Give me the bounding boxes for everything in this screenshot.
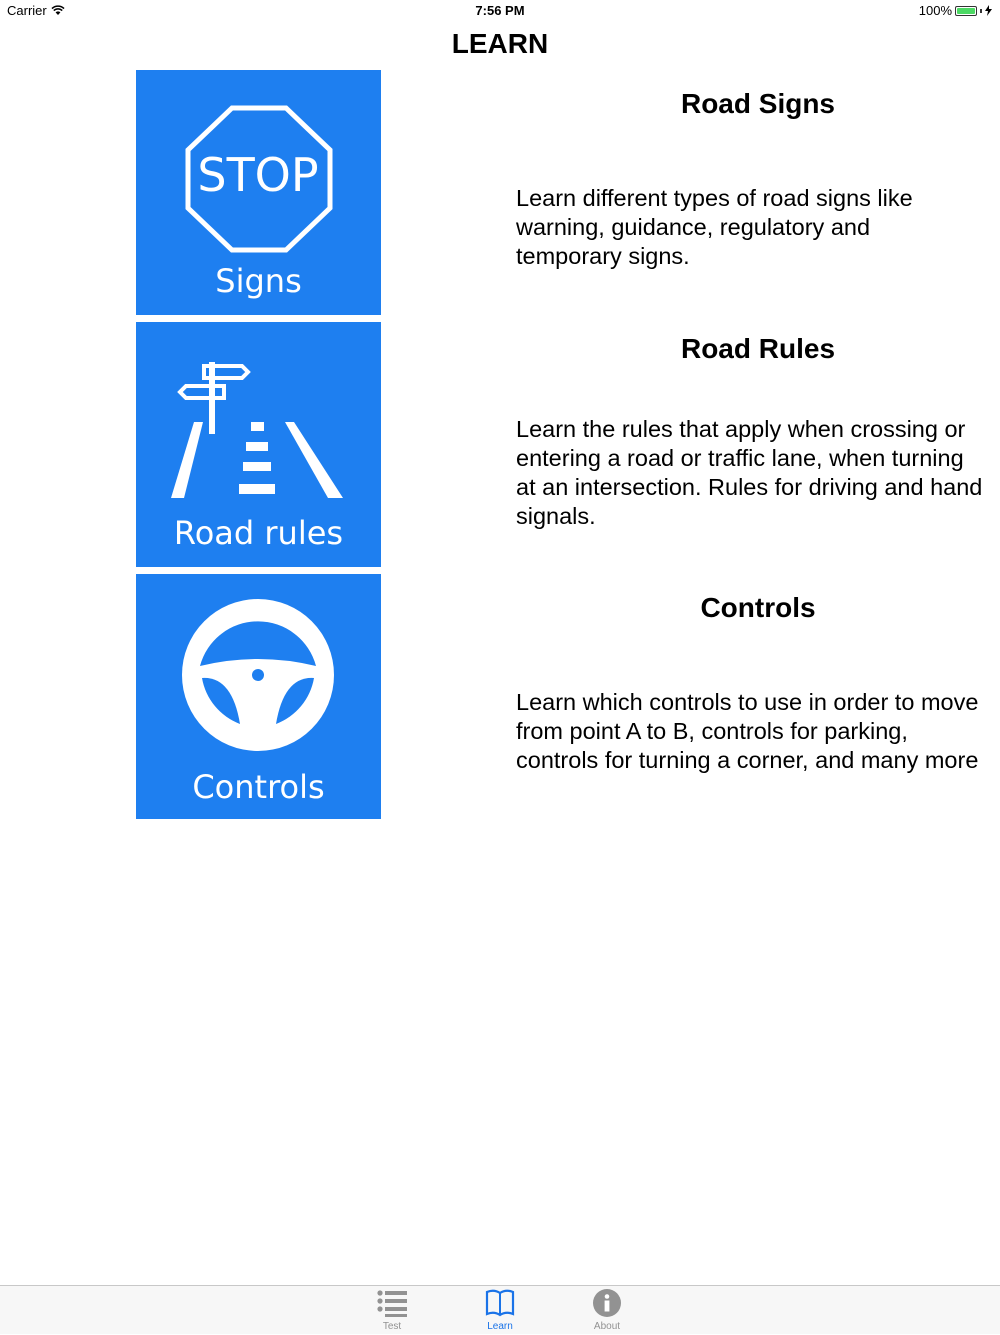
road-rules-description — [516, 415, 1000, 531]
road-signs-description — [516, 184, 1000, 271]
signs-tile[interactable] — [136, 70, 381, 315]
road-signs-heading: Road Signs — [680, 88, 835, 119]
controls-tile[interactable] — [136, 574, 381, 819]
description-line: from point A to B, controls for parking, — [516, 718, 908, 744]
tab-bar — [0, 1285, 1000, 1334]
tab-about[interactable] — [567, 1286, 647, 1335]
description-line: at an intersection. Rules for driving and hand — [516, 474, 983, 500]
tab-learn[interactable] — [460, 1286, 540, 1335]
battery-indicator — [919, 3, 992, 18]
description-line: controls for turning a corner, and many more — [516, 747, 979, 773]
description-line: Learn different types of road signs like — [516, 185, 913, 211]
battery-fill — [957, 8, 975, 14]
controls-description — [516, 688, 1000, 775]
description-line: Learn the rules that apply when crossing or — [516, 416, 966, 442]
controls-tile-label: Controls — [192, 768, 325, 806]
battery-icon — [955, 6, 977, 16]
description-line: warning, guidance, regulatory and — [516, 214, 871, 240]
list-icon — [377, 1288, 407, 1318]
road-rules-heading: Road Rules — [680, 333, 836, 364]
tab-learn-label: Learn — [487, 1321, 513, 1332]
road-rules-tile[interactable] — [136, 322, 381, 567]
description-line: signals. — [516, 503, 596, 529]
battery-percent: 100% — [918, 3, 952, 18]
road-rules-tile-label: Road rules — [173, 514, 344, 552]
description-line: Learn which controls to use in order to move — [516, 689, 979, 715]
carrier-label: Carrier — [7, 3, 47, 18]
tab-test-label: Test — [382, 1321, 402, 1332]
status-time: 7:56 PM — [475, 3, 525, 18]
signs-tile-label: Signs — [215, 262, 302, 300]
stop-sign-text: STOP — [197, 148, 319, 202]
book-icon — [485, 1288, 515, 1318]
page-title: LEARN — [451, 28, 549, 59]
status-bar — [0, 0, 1000, 22]
controls-heading: Controls — [700, 592, 816, 623]
info-icon — [592, 1288, 622, 1318]
description-line: entering a road or traffic lane, when turning — [516, 445, 964, 471]
tab-test[interactable] — [352, 1286, 432, 1335]
description-line: temporary signs. — [516, 243, 690, 269]
tab-about-label: About — [593, 1321, 621, 1332]
charging-bolt-icon — [985, 5, 992, 16]
battery-tip — [980, 9, 982, 13]
